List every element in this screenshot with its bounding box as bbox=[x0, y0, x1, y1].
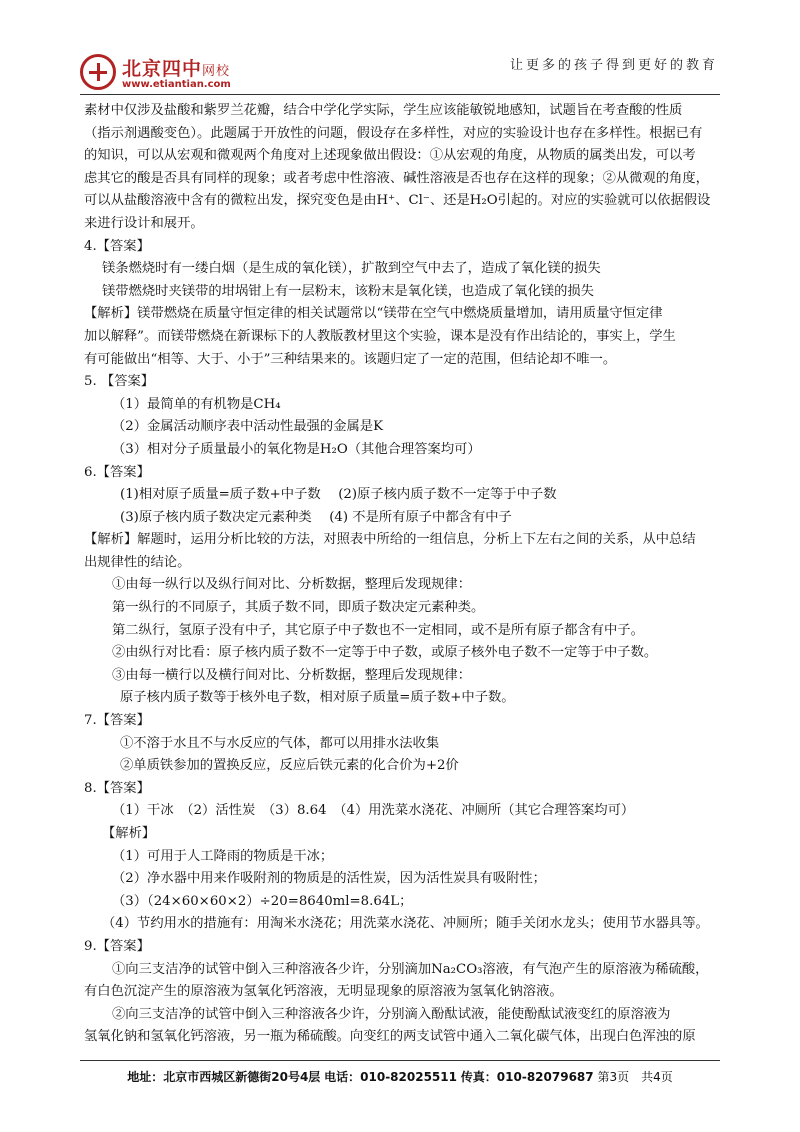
page-header bbox=[0, 0, 800, 100]
text-line: 第一纵行的不同原子，其质子数不同，即质子数决定元素种类。 bbox=[112, 600, 485, 616]
header-divider bbox=[80, 94, 720, 95]
footer-page-number: 第3页 共4页 bbox=[597, 1070, 673, 1084]
text-line: 5. 【答案】 bbox=[84, 374, 155, 390]
footer-divider bbox=[80, 1060, 720, 1061]
text-line: ①不溶于水且不与水反应的气体，都可以用排水法收集 bbox=[120, 735, 440, 751]
text-line: ③由每一横行以及横行间对比、分析数据，整理后发现规律： bbox=[112, 667, 472, 683]
text-line: (3)原子核内质子数决定元素种类 (4) 不是所有原子中都含有中子 bbox=[120, 509, 512, 525]
page-footer bbox=[0, 1068, 800, 1085]
footer-fax: 传真：010-82079687 bbox=[460, 1070, 594, 1084]
footer-address: 地址：北京市西城区新德街20号4层 bbox=[127, 1070, 321, 1084]
text-line: 【解析】解题时，运用分析比较的方法，对照表中所给的一组信息，分析上下左右之间的关系，从中总结 bbox=[84, 532, 696, 548]
text-line: 素材中仅涉及盐酸和紫罗兰花瓣，结合中学化学实际，学生应该能敏锐地感知，试题旨在考查酸的性质 bbox=[84, 103, 683, 118]
text-line: 可以从盐酸溶液中含有的微粒出发，探究变色是由H⁺、Cl⁻、还是H₂O引起的。对应的实验就可以依据假设 bbox=[84, 193, 711, 209]
text-line: ②由纵行对比看：原子核内质子数不一定等于中子数，或原子核外电子数不一定等于中子数。 bbox=[112, 645, 658, 661]
text-line: 8.【答案】 bbox=[84, 780, 150, 796]
document-body bbox=[84, 100, 724, 1049]
text-line: （2）净水器中用来作吸附剂的物质是的活性炭，因为活性炭具有吸附性； bbox=[112, 871, 546, 887]
text-line: ②单质铁参加的置换反应，反应后铁元素的化合价为+2价 bbox=[120, 758, 459, 774]
text-line: ①向三支洁净的试管中倒入三种溶液各少许，分别滴加Na₂CO₃溶液，有气泡产生的原溶液为稀硫酸， bbox=[112, 961, 709, 977]
text-line: （3）相对分子质量最小的氧化物是H₂O（其他合理答案均可） bbox=[112, 441, 481, 457]
text-line: 7.【答案】 bbox=[84, 713, 150, 729]
text-line: （4）节约用水的措施有：用淘米水浇花；用洗菜水浇花、冲厕所；随手关闭水龙头；使用节水器具等。 bbox=[102, 916, 709, 932]
text-line: （3）（24×60×60×2）÷20=8640ml=8.64L； bbox=[112, 893, 413, 909]
text-line: 原子核内质子数等于核外电子数，相对原子质量=质子数+中子数。 bbox=[120, 690, 515, 706]
text-line: 【解析】 bbox=[102, 826, 156, 841]
header-slogan: 让更多的孩子得到更好的教育 bbox=[509, 58, 718, 73]
logo-url: www.etiantian.com bbox=[122, 79, 231, 90]
logo-name: 北京四中网校 bbox=[122, 58, 231, 80]
logo-emblem-icon bbox=[80, 54, 116, 90]
footer-phone: 电话：010-82025511 bbox=[324, 1070, 457, 1084]
text-line: 来进行设计和展开。 bbox=[84, 215, 204, 231]
text-line: 4.【答案】 bbox=[84, 238, 150, 254]
text-line: ①由每一纵行以及纵行间对比、分析数据，整理后发现规律： bbox=[112, 577, 472, 593]
text-line: （2）金属活动顺序表中活动性最强的金属是K bbox=[112, 419, 384, 435]
text-line: 加以解释”。而镁带燃烧在新课标下的人教版教材里这个实验，课本是没有作出结论的，事实上，学生 bbox=[84, 328, 676, 344]
text-line: （1）最简单的有机物是CH₄ bbox=[112, 396, 281, 412]
text-line: 【解析】镁带燃烧在质量守恒定律的相关试题常以“镁带在空气中燃烧质量增加，请用质量守恒定律 bbox=[84, 306, 663, 322]
text-line: 氢氧化钠和氢氧化钙溶液，另一瓶为稀硫酸。向变红的两支试管中通入二氧化碳气体，出现白色浑浊的原 bbox=[84, 1029, 696, 1045]
text-line: 镁带燃烧时夹镁带的坩埚钳上有一层粉末，该粉末是氧化镁，也造成了氧化镁的损失 bbox=[102, 283, 594, 299]
text-line: 有可能做出“相等、大于、小于”三种结果来的。该题归定了一定的范围，但结论却不唯一。 bbox=[84, 351, 617, 367]
text-line: 虑其它的酸是否具有同样的现象；或者考虑中性溶液、碱性溶液是否也存在这样的现象；②从微观的角度， bbox=[84, 170, 709, 186]
text-line: 6.【答案】 bbox=[84, 464, 150, 480]
text-line: 镁条燃烧时有一缕白烟（是生成的氧化镁），扩散到空气中去了，造成了氧化镁的损失 bbox=[102, 261, 601, 277]
text-line: （1）干冰 （2）活性炭 （3）8.64 （4）用洗菜水浇花、冲厕所（其它合理答案均可） bbox=[112, 803, 635, 819]
text-line: （指示剂遇酸变色）。此题属于开放性的问题，假设存在多样性，对应的实验设计也存在多样性。根据已有 bbox=[84, 125, 703, 141]
text-line: 出规律性的结论。 bbox=[84, 554, 191, 570]
text-line: (1)相对原子质量=质子数+中子数 (2)原子核内质子数不一定等于中子数 bbox=[120, 487, 557, 503]
text-line: ②向三支洁净的试管中倒入三种溶液各少许，分别滴入酚酞试液，能使酚酞试液变红的原溶液为 bbox=[112, 1006, 671, 1022]
text-line: 的知识，可以从宏观和微观两个角度对上述现象做出假设：①从宏观的角度，从物质的属类出发，可以考 bbox=[84, 148, 696, 164]
text-line: 第二纵行，氢原子没有中子，其它原子中子数也不一定相同，或不是所有原子都含有中子。 bbox=[112, 622, 644, 638]
text-line: （1）可用于人工降雨的物质是干冰； bbox=[112, 848, 334, 864]
text-line: 9.【答案】 bbox=[84, 938, 150, 954]
logo bbox=[80, 52, 260, 96]
text-line: 有白色沉淀产生的原溶液为氢氧化钙溶液，无明显现象的原溶液为氢氧化钠溶液。 bbox=[84, 984, 563, 1000]
